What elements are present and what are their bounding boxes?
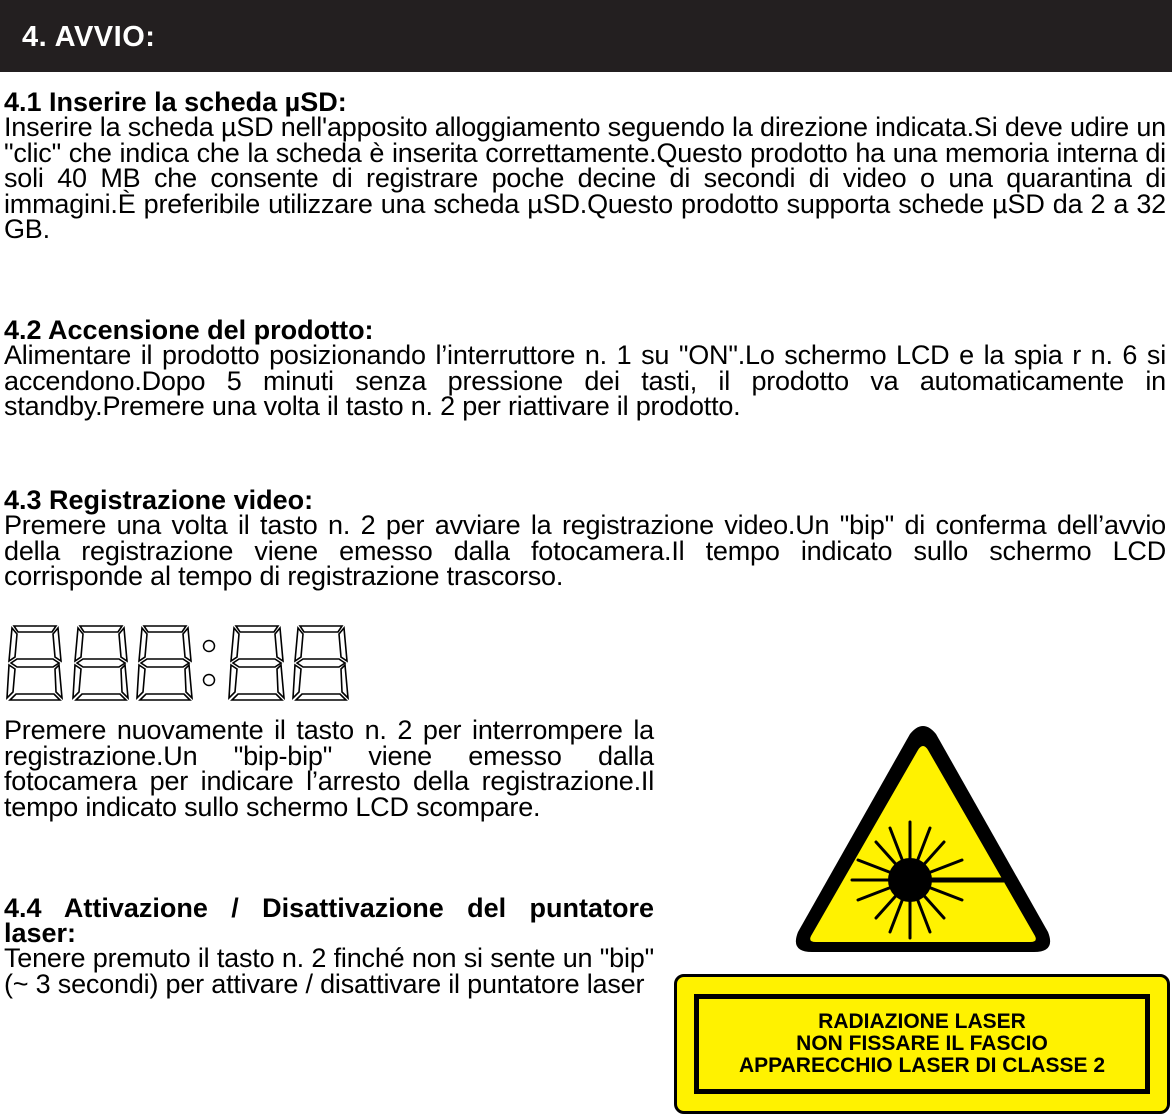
section-text: Inserire la scheda µSD nell'apposito alloggiamento seguendo la direzione indicata.Si deve udire un "clic" che indica che la scheda è inserita correttamente.Questo prodotto ha una memoria interna di soli 40 MB che consente di registrare poche decine di secondi di video o una quarantina di immagini.È preferibile utilizzare una scheda µSD.Questo prodotto supporta schede µSD da 2 a 32 GB.: [4, 112, 1166, 245]
section-title: 4.4 Attivazione / Disattivazione del puntatore laser:: [4, 893, 654, 948]
lcd-digit: [229, 626, 284, 700]
laser-warning-label: [674, 974, 1170, 1114]
lcd-colon-dot: [204, 641, 215, 652]
section-power-on: [4, 315, 1166, 422]
section-insert-sd: [4, 87, 1166, 245]
lcd-colon-dot: [204, 675, 215, 686]
lcd-digit: [7, 626, 62, 700]
lcd-digit: [293, 626, 348, 700]
section-text: Premere nuovamente il tasto n. 2 per interrompere la registrazione.Un "bip-bip" viene emesso dalla fotocamera per indicare l’arresto della registrazione.Il tempo indicato sullo schermo LCD scompare.: [4, 715, 654, 822]
section-video-recording: [4, 485, 1166, 592]
lcd-digit: [73, 626, 128, 700]
section-title: 4.2 Accensione del prodotto:: [4, 315, 374, 345]
laser-warning-label-inner: [694, 994, 1150, 1094]
section-title: 4.1 Inserire la scheda µSD:: [4, 87, 347, 117]
section-text: Premere una volta il tasto n. 2 per avviare la registrazione video.Un "bip" di conferma dell’avvio della registrazione viene emesso dalla fotocamera.Il tempo indicato sullo schermo LCD corrisponde al tempo di registrazione trascorso.: [4, 510, 1166, 592]
laser-warning-triangle-icon: [790, 724, 1056, 958]
section-heading: 4. AVVIO:: [22, 21, 156, 53]
section-laser-pointer: [4, 893, 654, 999]
section-stop-recording: [4, 715, 654, 822]
section-text: Tenere premuto il tasto n. 2 finché non si sente un "bip" (~ 3 secondi) per attivare / disattivare il puntatore laser: [4, 943, 654, 999]
lcd-digit: [137, 626, 192, 700]
section-text: Alimentare il prodotto posizionando l’interruttore n. 1 su "ON".Lo schermo LCD e la spia r n. 6 si accendono.Dopo 5 minuti senza pressione dei tasti, il prodotto va automaticamente in standby.Premere una volta il tasto n. 2 per riattivare il prodotto.: [4, 340, 1166, 422]
section-header-bar: [0, 0, 1172, 72]
laser-warning-line: NON FISSARE IL FASCIO: [796, 1032, 1048, 1055]
section-title: 4.3 Registrazione video:: [4, 485, 314, 515]
laser-warning-line: RADIAZIONE LASER: [818, 1010, 1026, 1033]
laser-warning-line: APPARECCHIO LASER DI CLASSE 2: [739, 1054, 1105, 1077]
lcd-display-icon: [6, 624, 351, 702]
